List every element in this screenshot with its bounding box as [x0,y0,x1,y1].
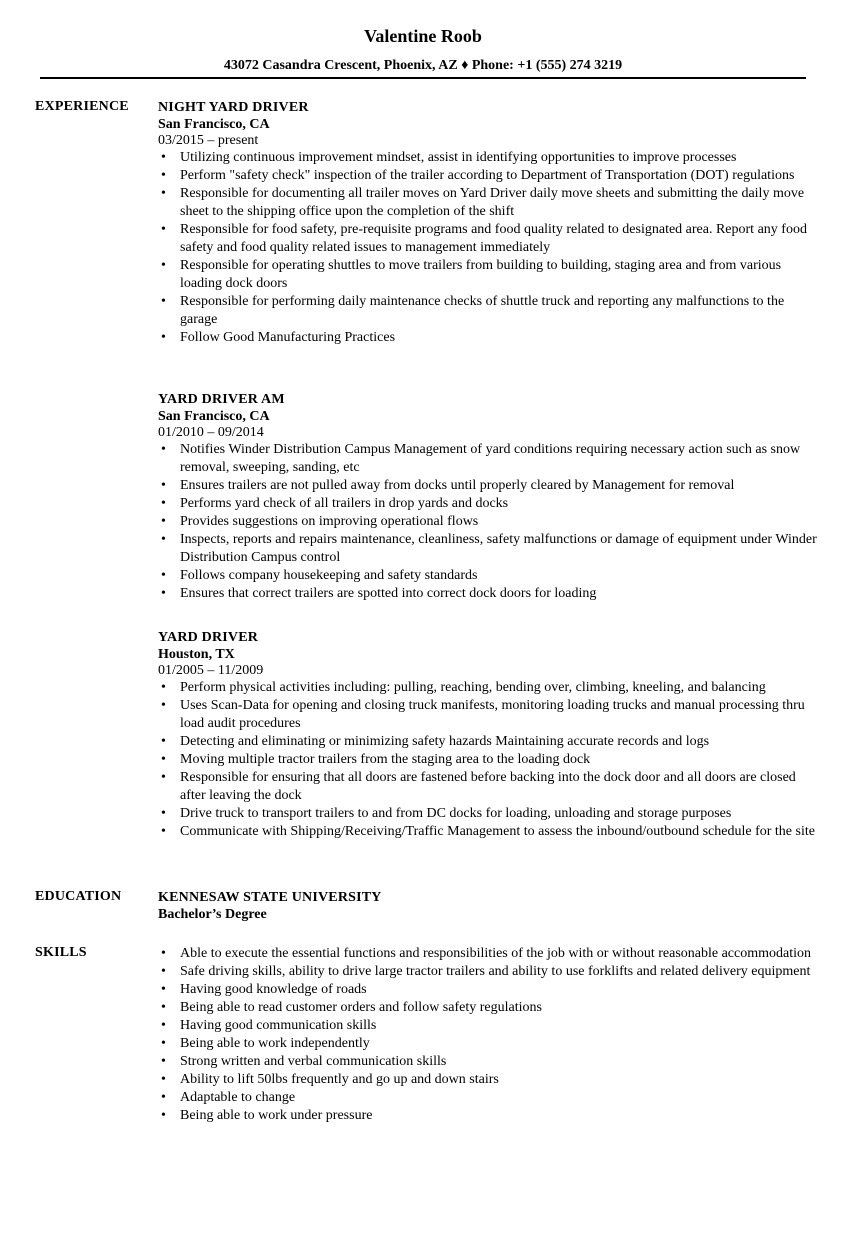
job-bullets [158,679,818,841]
job-location: Houston, TX [158,647,235,662]
list-item: • Having good communication skills [158,1017,818,1035]
list-item: • Moving multiple tractor trailers from the staging area to the loading dock [158,751,818,769]
job-bullets [158,441,818,603]
list-item: • Responsible for performing daily maintenance checks of shuttle truck and reporting any malfunctions to the garage [158,293,818,329]
list-item: • Perform physical activities including: pulling, reaching, bending over, climbing, kneeling, and balancing [158,679,818,697]
contact-line: 43072 Casandra Crescent, Phoenix, AZ ♦ Phone: +1 (555) 274 3219 [223,58,623,73]
list-item: • Responsible for operating shuttles to move trailers from building to building, staging area and from various loading dock doors [158,257,818,293]
list-item: • Follows company housekeeping and safety standards [158,567,818,585]
list-item: • Provides suggestions on improving operational flows [158,513,818,531]
list-item: • Strong written and verbal communication skills [158,1053,818,1071]
list-item: • Ability to lift 50lbs frequently and go up and down stairs [158,1071,818,1089]
header-divider [40,77,806,79]
skills-list [158,945,818,1125]
list-item: • Adaptable to change [158,1089,818,1107]
school-name: KENNESAW STATE UNIVERSITY [158,890,382,905]
job-title: YARD DRIVER [158,630,259,645]
list-item: • Utilizing continuous improvement mindset, assist in identifying opportunities to improve processes [158,149,818,167]
list-item: • Communicate with Shipping/Receiving/Traffic Management to assess the inbound/outbound schedule for the site [158,823,818,841]
job-location: San Francisco, CA [158,409,270,424]
job-dates: 01/2010 – 09/2014 [158,425,264,440]
list-item: • Uses Scan-Data for opening and closing truck manifests, monitoring loading trucks and manual processing thru load audit procedures [158,697,818,733]
list-item: • Able to execute the essential functions and responsibilities of the job with or without reasonable accommodation [158,945,818,963]
list-item: • Drive truck to transport trailers to and from DC docks for loading, unloading and storage purposes [158,805,818,823]
list-item: • Being able to read customer orders and follow safety regulations [158,999,818,1017]
list-item: • Notifies Winder Distribution Campus Management of yard conditions requiring necessary action such as snow removal, sweeping, sanding, etc [158,441,818,477]
list-item: • Perform "safety check" inspection of the trailer according to Department of Transportation (DOT) regulations [158,167,818,185]
job-dates: 01/2005 – 11/2009 [158,663,264,678]
skills-list-block [158,945,818,1125]
education-entry [158,889,818,923]
candidate-name: Valentine Roob [364,26,482,46]
job-title: YARD DRIVER AM [158,392,285,407]
list-item: • Ensures that correct trailers are spotted into correct dock doors for loading [158,585,818,603]
degree: Bachelor’s Degree [158,907,267,922]
list-item: • Safe driving skills, ability to drive large tractor trailers and ability to use forklifts and related delivery equipment [158,963,818,981]
list-item: • Responsible for food safety, pre-requisite programs and food quality related to designated area. Report any food safety and food quality related issues to management immediately [158,221,818,257]
job-bullets [158,149,818,347]
skills-heading: SKILLS [35,945,87,960]
list-item: • Ensures trailers are not pulled away from docks until properly cleared by Management for removal [158,477,818,495]
list-item: • Responsible for ensuring that all doors are fastened before backing into the dock door and all doors are closed after leaving the dock [158,769,818,805]
job-entry [158,99,818,347]
list-item: • Performs yard check of all trailers in drop yards and docks [158,495,818,513]
job-title: NIGHT YARD DRIVER [158,100,309,115]
list-item: • Follow Good Manufacturing Practices [158,329,818,347]
list-item: • Being able to work under pressure [158,1107,818,1125]
list-item: • Inspects, reports and repairs maintenance, cleanliness, safety malfunctions or damage of equipment under Winder Distribution Campus control [158,531,818,567]
job-entry [158,629,818,841]
list-item: • Having good knowledge of roads [158,981,818,999]
experience-heading: EXPERIENCE [35,99,129,114]
job-dates: 03/2015 – present [158,133,259,148]
list-item: • Being able to work independently [158,1035,818,1053]
job-entry [158,391,818,603]
list-item: • Responsible for documenting all trailer moves on Yard Driver daily move sheets and submitting the daily move sheet to the shipping office upon the completion of the shift [158,185,818,221]
education-heading: EDUCATION [35,889,122,904]
job-location: San Francisco, CA [158,117,270,132]
list-item: • Detecting and eliminating or minimizing safety hazards Maintaining accurate records and logs [158,733,818,751]
